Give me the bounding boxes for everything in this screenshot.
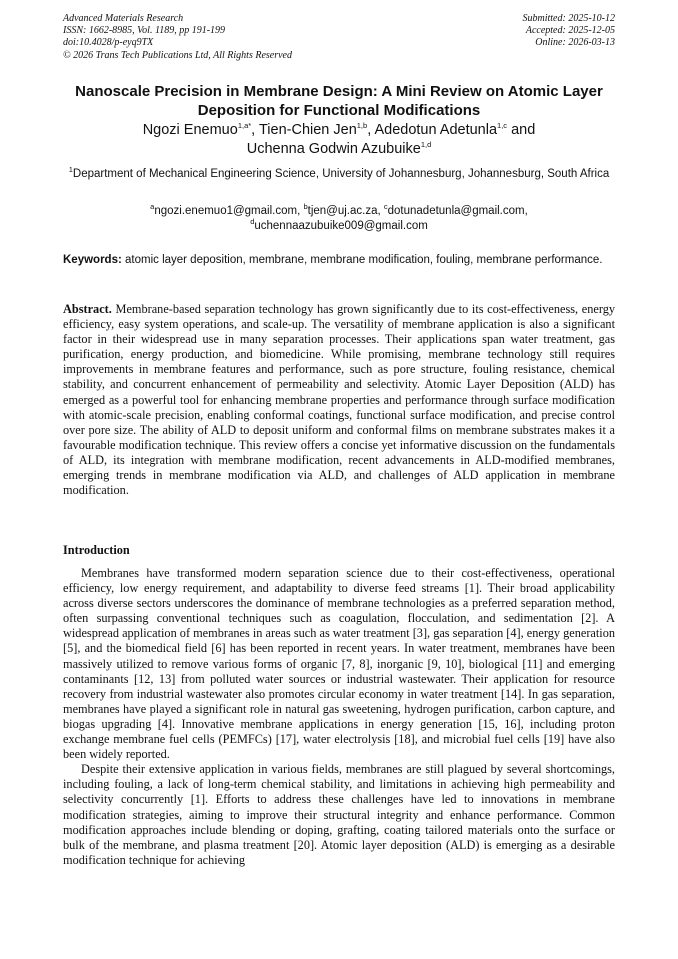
online-date: Online: 2026-03-13 — [535, 37, 615, 49]
email-mark: a — [150, 202, 155, 212]
author — [247, 141, 432, 157]
email-address[interactable]: dotunadetunla@gmail.com — [387, 205, 525, 217]
email-mark: c — [383, 202, 388, 212]
email-item — [383, 202, 528, 217]
author-name: Uchenna Godwin Azubuike — [246, 141, 421, 157]
email-item — [303, 202, 384, 217]
author-list — [63, 121, 615, 159]
publication-dates — [523, 13, 616, 50]
author-affiliation-mark: 1,a* — [237, 121, 252, 131]
section-heading-introduction: Introduction — [63, 543, 130, 557]
email-address[interactable]: ngozi.enemuo1@gmail.com — [154, 205, 298, 217]
email-mark: b — [303, 202, 308, 212]
issn-volume-pages: ISSN: 1662-8985, Vol. 1189, pp 191-199 — [63, 25, 226, 37]
author-name: Ngozi Enemuo — [142, 122, 238, 138]
author-separator: , — [367, 122, 375, 138]
keywords-label: Keywords: — [63, 254, 122, 266]
author-separator: and — [507, 122, 536, 138]
email-item — [150, 202, 304, 217]
email-list — [63, 204, 615, 233]
paragraph: Despite their extensive application in various fields, membranes are still plagued by several shortcomings, including fouling, a lack of long-term chemical stability, and limitations in achieving high permeability and selectivity concurrently [1]. Efforts to address these challenges have led to innovations in membrane modification strategies, aiming to improve their structural integrity and enhance performance. Common modification approaches include blending or doping, grafting, coating tailored materials onto the surface or bulk of the membrane, and plasma treatment [20]. Atomic layer deposition (ALD) is emerging as a desirable modification technique for achieving — [63, 762, 615, 867]
email-item — [250, 216, 428, 232]
author-name: Adedotun Adetunla — [374, 122, 498, 138]
keywords — [63, 253, 615, 267]
copyright: © 2026 Trans Tech Publications Ltd, All Rights Reserved — [63, 49, 292, 61]
author-affiliation-mark: 1,b — [356, 121, 368, 131]
abstract-label: Abstract. — [63, 302, 112, 316]
paragraph: Membranes have transformed modern separation science due to their cost-effectiveness, operational efficiency, low energy requirement, and adaptability to diverse feed streams [1]. Their broad applicability across diverse sectors underscores the dominance of membrane technologies as a preferred separation method, often surpassing conventional techniques such as coagulation, flocculation, and sedimentation [2]. A widespread application of membranes in areas such as water treatment [3], gas separation [4], energy generation [5], and the biomedical field [6] has been reported in recent years. In water treatment, membranes have been massively utilized to remove various forms of organic [7, 8], inorganic [9, 10], biological [11] and emerging contaminants [12, 13] from polluted water sources or industrial wastewater. Their application for resource recovery from industrial wastewater also promotes circular economy in water treatment [14]. In gas separation, membranes have played a significant role in natural gas sweetening, hydrogen purification, carbon capture, and biogas upgrading [4]. Innovative membrane applications in energy generation [15, 16], including proton exchange membrane fuel cells (PEMFCs) [17], water electrolysis [18], and microbial fuel cells [19] have also been widely reported. — [63, 566, 615, 762]
keywords-text: atomic layer deposition, membrane, membrane modification, fouling, membrane performance. — [125, 254, 603, 266]
accepted-date: Accepted: 2025-12-05 — [525, 25, 615, 37]
author — [143, 122, 259, 138]
affiliation-mark: 1 — [68, 165, 73, 175]
email-separator: , — [524, 205, 528, 217]
author — [374, 122, 535, 138]
author-affiliation-mark: 1,c — [497, 121, 508, 131]
doi[interactable]: doi:10.4028/p-eyq9TX — [63, 37, 154, 49]
email-separator: , — [377, 205, 384, 217]
author-affiliation-mark: 1,d — [420, 140, 432, 150]
author-name: Tien-Chien Jen — [258, 122, 357, 138]
email-address[interactable]: tjen@uj.ac.za — [307, 205, 378, 217]
author-separator: , — [251, 122, 259, 138]
submitted-date: Submitted: 2025-10-12 — [522, 13, 615, 24]
introduction-body — [63, 566, 615, 868]
journal-name: Advanced Materials Research — [63, 13, 184, 24]
email-separator: , — [297, 205, 304, 217]
author — [259, 122, 375, 138]
abstract — [63, 302, 615, 498]
abstract-text: Membrane-based separation technology has grown significantly due to its cost-effectiveness, energy efficiency, easy system operations, and scale-up. The versatility of membrane application is also a significant factor in their widespread use in many separation processes. Their applications span water treatment, gas purification, energy production, and biomedicine. While promising, membrane technology still requires improvements in membrane features and performance, such as pore structure, fouling resistance, chemical stability, and concurrent enhancement of permeability and selectivity. Atomic Layer Deposition (ALD) has emerged as a powerful tool for enhancing membrane properties and performance through surface modification with atomic-scale precision, enabling conformal coatings, functional surface modification, and precise control over pore size. The ability of ALD to deposit uniform and conformal films on membrane substrates makes it a favourable modification technique. This review offers a concise yet informative discussion on the fundamentals of ALD, its integration with membrane modification, recent advancements in ALD-modified membranes, emerging trends in membrane modification via ALD, and challenges of ALD application in membrane modification. — [63, 302, 616, 498]
journal-info — [63, 13, 292, 62]
affiliation-text: Department of Mechanical Engineering Science, University of Johannesburg, Johannesburg, South Africa — [72, 168, 610, 180]
affiliation — [63, 167, 615, 182]
email-address[interactable]: uchennaazubuike009@gmail.com — [254, 219, 428, 232]
email-mark: d — [250, 216, 255, 226]
paper-title: Nanoscale Precision in Membrane Design: A Mini Review on Atomic Layer Deposition for Functional Modifications — [75, 83, 603, 119]
